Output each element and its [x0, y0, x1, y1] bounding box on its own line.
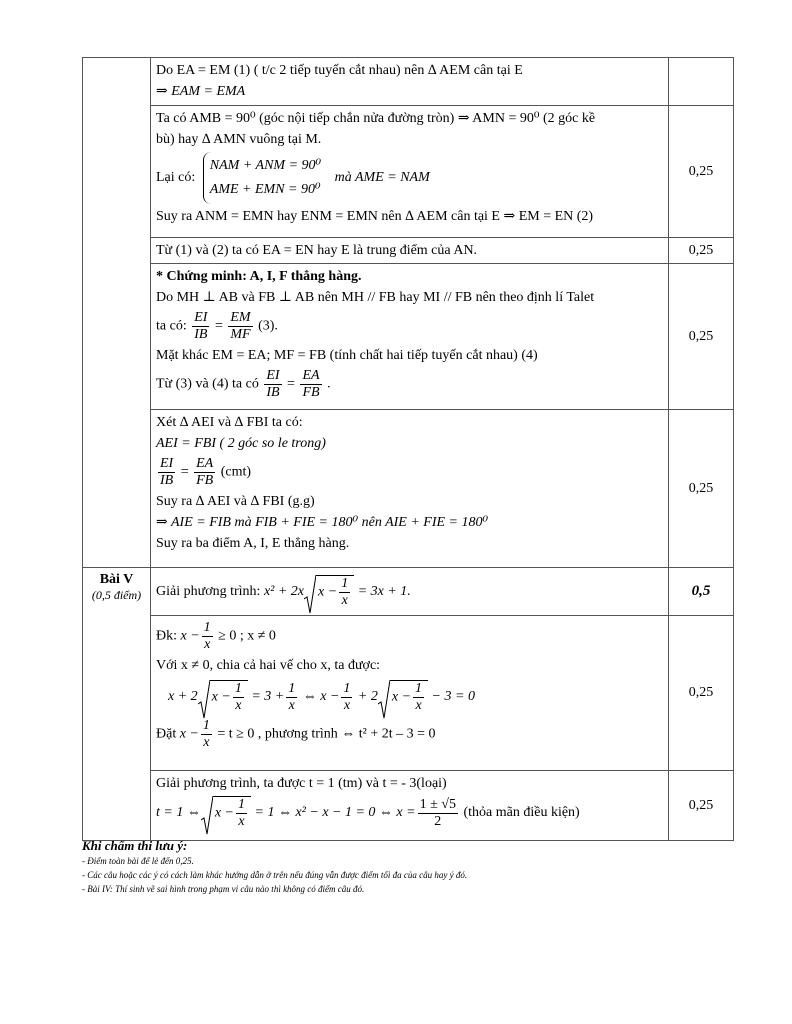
grading-table	[82, 57, 734, 841]
points-cell	[669, 616, 734, 771]
note-item: - Bài IV: Thí sinh vẽ sai hình trong phạm vi câu nào thì không có điểm câu đó.	[82, 884, 365, 894]
row-aem-cell	[151, 58, 669, 106]
text-line: Suy ra ∆ AEI và ∆ FBI (g.g)	[156, 494, 315, 509]
sqrt-expression: x − $\frac{1}{x}$	[304, 575, 354, 609]
equation-part: x² + 2x	[263, 583, 305, 599]
fraction: $\frac{1 \pm √5}{2}$	[419, 796, 456, 829]
row-amn-cell	[151, 106, 669, 238]
grading-notes	[82, 838, 742, 896]
points-value: 0,25	[688, 480, 714, 496]
note-item: - Điểm toàn bài để lẻ đến 0,25.	[82, 856, 194, 866]
text-line: Do EA = EM (1) ( t/c 2 tiếp tuyến cắt nhau) nên ∆ AEM cân tại E	[156, 63, 523, 78]
row-equation-cell	[151, 568, 669, 616]
text-label: Đk:	[156, 628, 177, 644]
fraction: $\frac{EI}{IB}$	[266, 368, 280, 400]
fraction: $\frac{EI}{IB}$	[160, 456, 174, 488]
points-cell	[669, 106, 734, 238]
text-line: AEI = FBI ( 2 góc so le trong)	[156, 436, 326, 451]
points-value: 0,25	[688, 685, 714, 700]
fraction: $\frac{1}{x}$	[203, 620, 211, 652]
row-talet-cell: * Chứng minh: A, I, F thẳng hàng. Do MH ⊥ AB và FB ⊥ AB nên MH // FB hay MI // FB nên theo định lí Talet ta có: $\frac{EI}{IB}$ = $\frac{EM}{MF}$ (3). Mặt khác EM = EA; MF = FB (tính chất hai tiếp tuyến cắt nhau) (4) Từ (3) và (4) ta có $\frac{EI}{IB}$ = $\frac{EA}{FB}$ .	[151, 264, 669, 410]
row-collinear-cell: Xét ∆ AEI và ∆ FBI ta có: AEI = FBI ( 2 góc so le trong) $\frac{EI}{IB}$ = $\frac{EA}{FB}$ (cmt) Suy ra ∆ AEI và ∆ FBI (g.g) ⇒ AIE = FIB mà FIB + FIE = 180⁰ nên AIE + FIE = 180⁰ Suy ra ba điểm A, I, E thẳng hàng.	[151, 410, 669, 568]
text-line: Suy ra ANM = EMN hay ENM = EMN nên ∆ AEM cân tại E ⇒ EM = EN (2)	[156, 209, 594, 224]
text-label: ≥ 0 ; x ≠ 0	[218, 628, 276, 644]
text-line: Giải phương trình, ta được t = 1 (tm) và t = - 3(loại)	[156, 776, 447, 791]
bai-points-label: (0,5 điểm)	[91, 588, 142, 602]
text-line: bù) hay ∆ AMN vuông tại M.	[156, 132, 322, 147]
points-cell	[669, 410, 734, 568]
row-solution-cell: Giải phương trình, ta được t = 1 (tm) và t = - 3(loại) t = 1 ⇔ x − $\frac{1}{x}$ = 1 ⇔ x² − x − 1 = 0 ⇔ x = $\frac{1 \pm √5}{2}$ (thỏa mãn điều kiện)	[151, 771, 669, 841]
text-line: Do MH ⊥ AB và FB ⊥ AB nên MH // FB hay MI // FB nên theo định lí Talet	[156, 290, 595, 305]
bai-label: Bài V	[99, 572, 134, 587]
left-col-empty	[83, 58, 151, 568]
text-label: Lại có:	[156, 170, 196, 186]
notes-title: Khi chấm thi lưu ý:	[82, 838, 188, 853]
sqrt-expression: x − $\frac{1}{x}$	[378, 680, 428, 714]
points-cell	[669, 58, 734, 106]
text-line: ⇒ AIE = FIB mà FIB + FIE = 180⁰ nên AIE + FIE = 180⁰	[156, 515, 489, 530]
equation-system	[203, 152, 327, 204]
fraction: $\frac{1}{x}$	[288, 680, 296, 713]
text-label: Từ (3) và (4) ta có	[156, 376, 259, 392]
sqrt-expression: x − $\frac{1}{x}$	[201, 796, 251, 830]
bai-v-label-cell	[83, 568, 151, 841]
sqrt-expression: x − $\frac{1}{x}$	[198, 680, 248, 714]
fraction: $\frac{EI}{IB}$	[194, 310, 208, 342]
points-cell	[669, 238, 734, 264]
points-value: 0,25	[688, 163, 714, 179]
row-midpoint-cell	[151, 238, 669, 264]
text-label: Đặt	[156, 726, 177, 742]
text-line: ⇒ EAM = EMA	[156, 84, 246, 99]
points-value: 0,25	[688, 797, 714, 813]
fraction: $\frac{EA}{FB}$	[302, 368, 320, 400]
text-line: Xét ∆ AEI và ∆ FBI ta có:	[156, 415, 303, 430]
fraction: $\frac{EM}{MF}$	[230, 310, 251, 342]
text-line: Với x ≠ 0, chia cả hai vế cho x, ta được:	[156, 658, 381, 673]
text-line: Ta có AMB = 90⁰ (góc nội tiếp chắn nửa đường tròn) ⇒ AMN = 90⁰ (2 góc kề	[156, 111, 596, 126]
section-heading: * Chứng minh: A, I, F thẳng hàng.	[156, 269, 362, 284]
text-label: (cmt)	[220, 464, 252, 480]
points-value: 0,25	[688, 242, 714, 258]
system-eq: NAM + ANM = 90⁰	[209, 158, 322, 173]
row-condition-cell: Đk: x − $\frac{1}{x}$ ≥ 0 ; x ≠ 0 Với x ≠ 0, chia cả hai vế cho x, ta được: x + 2 x − $\frac{1}{x}$ = 3 + $\frac{1}{x}$ ⇔ x − $\frac{1}{x}$ + 2 x − $\frac{1}{x}$ − 3 = 0 Đặt x − $\frac{1}{x}$ = t ≥ 0 , phương trình ⇔ t² + 2t – 3 = 0	[151, 616, 669, 771]
text-label: (thỏa mãn điều kiện)	[463, 805, 580, 821]
equation-part: = 3x + 1.	[357, 583, 411, 599]
fraction: $\frac{EA}{FB}$	[196, 456, 214, 488]
system-eq: AME + EMN = 90⁰	[209, 182, 321, 197]
fraction: $\frac{1}{x}$	[202, 718, 210, 750]
points-value: 0,25	[688, 328, 714, 344]
text-label: = t ≥ 0 , phương trình ⇔ t² + 2t – 3 = 0	[217, 726, 436, 742]
text-line: Từ (1) và (2) ta có EA = EN hay E là trung điểm của AN.	[156, 243, 478, 258]
text-label: mà AME = NAM	[334, 170, 430, 186]
note-item: - Các câu hoặc các ý có cách làm khác hướng dẫn ở trên nếu đúng vẫn được điểm tối đa của câu hay ý đó.	[82, 870, 468, 880]
text-line: Suy ra ba điểm A, I, E thẳng hàng.	[156, 536, 350, 551]
fraction: $\frac{1}{x}$	[343, 680, 351, 713]
points-value: 0,5	[691, 583, 711, 599]
text-line: Mặt khác EM = EA; MF = FB (tính chất hai tiếp tuyến cắt nhau) (4)	[156, 348, 538, 363]
points-cell	[669, 264, 734, 410]
text-label: (3).	[258, 318, 278, 334]
text-label: Giải phương trình:	[156, 583, 261, 599]
points-cell	[669, 771, 734, 841]
points-cell	[669, 568, 734, 616]
text-label: ta có:	[156, 318, 187, 334]
